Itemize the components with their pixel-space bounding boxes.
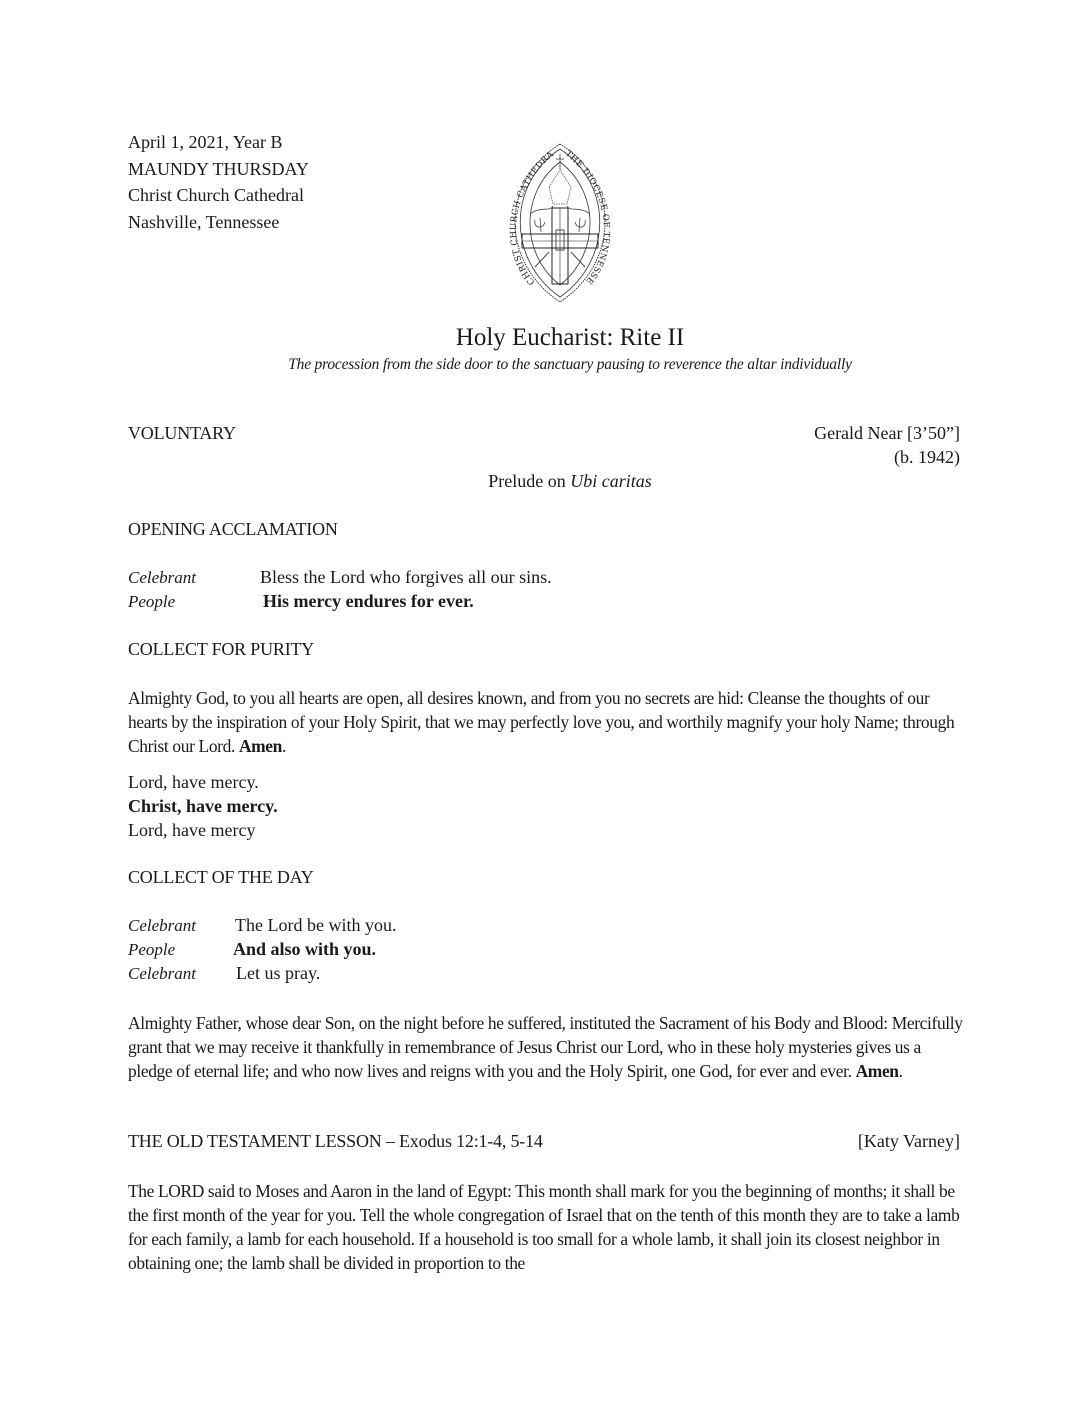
- punctuation: .: [898, 1061, 903, 1081]
- collect-of-the-day-body: Almighty Father, whose dear Son, on the night before he suffered, instituted the Sacrament of his Body and Blood: Mercifully grant that we may receive it thankfully in remembrance of Jesus Christ our Lord, who in these holy mysteries gives us a pledge of eternal life; and who now lives and reigns with you and the Holy Spirit, one God, for ever and ever.: [128, 1013, 963, 1081]
- collect-of-the-day-text: [128, 1011, 968, 1083]
- collect-for-purity-body: Almighty God, to you all hearts are open, all desires known, and from you no secrets are hid: Cleanse the thoughts of our hearts by the inspiration of your Holy Spirit, that we may perfectly love you, and worthily magnify your holy Name; through Christ our Lord.: [128, 688, 955, 756]
- dialogue-role: Celebrant: [128, 916, 196, 935]
- collect-for-purity-heading: COLLECT FOR PURITY: [128, 639, 315, 659]
- kyrie-line: Lord, have mercy.: [128, 772, 259, 792]
- church-name: Christ Church Cathedral: [128, 185, 304, 205]
- voluntary-piece-prefix: Prelude on: [488, 471, 571, 491]
- acclamation-response: Bless the Lord who forgives all our sins.: [260, 567, 552, 587]
- old-testament-text: The LORD said to Moses and Aaron in the land of Egypt: This month shall mark for you the beginning of months; it shall be the first month of the year for you. Tell the whole congregation of Israel that on the tenth of this month they are to take a lamb for each family, a lamb for each household. If a household is too small for a whole lamb, it shall join its closest neighbor in obtaining one; the lamb shall be divided in proportion to the: [128, 1181, 960, 1273]
- collect-of-the-day-heading: COLLECT OF THE DAY: [128, 867, 314, 887]
- collect-for-purity-text: [128, 686, 968, 758]
- kyrie-line: Lord, have mercy: [128, 820, 256, 840]
- voluntary-piece-title: Ubi caritas: [570, 471, 652, 491]
- kyrie: [128, 770, 278, 842]
- dialogue-response: Let us pray.: [236, 963, 321, 983]
- diocese-seal-icon: [505, 142, 615, 304]
- acclamation-role: People: [128, 592, 176, 611]
- acclamation-role: Celebrant: [128, 568, 196, 587]
- seal-text-right: THE DIOCESE OF TENNESSE: [563, 148, 612, 287]
- dialogue-response: And also with you.: [233, 939, 377, 959]
- service-date: April 1, 2021, Year B: [128, 132, 283, 152]
- dialogue-role: Celebrant: [128, 964, 196, 983]
- dialogue-response: The Lord be with you.: [235, 915, 397, 935]
- service-occasion: MAUNDY THURSDAY: [128, 158, 309, 179]
- amen: Amen: [855, 1061, 899, 1081]
- old-testament-heading: THE OLD TESTAMENT LESSON – Exodus 12:1-4, 5-14: [128, 1131, 543, 1151]
- dialogue-role: People: [128, 940, 176, 959]
- seal-text-left: CHRIST CHURCH CATHEDRA: [508, 149, 557, 287]
- kyrie-line: Christ, have mercy.: [128, 796, 278, 816]
- acclamation-response: His mercy endures for ever.: [263, 591, 474, 611]
- amen: Amen: [238, 736, 282, 756]
- voluntary-composer-dates: (b. 1942): [894, 447, 960, 467]
- page-title: Holy Eucharist: Rite II: [455, 324, 685, 351]
- church-location: Nashville, Tennessee: [128, 211, 280, 232]
- opening-acclamation-heading: OPENING ACCLAMATION: [128, 519, 338, 539]
- punctuation: .: [282, 736, 286, 756]
- old-testament-reader: [Katy Varney]: [857, 1131, 960, 1151]
- voluntary-heading: VOLUNTARY: [128, 423, 236, 443]
- voluntary-composer: Gerald Near [3’50”]: [814, 423, 960, 443]
- page-subtitle: The procession from the side door to the sanctuary pausing to reverence the altar individually: [288, 356, 852, 373]
- service-info: [128, 129, 309, 235]
- voluntary-piece: [0, 471, 1088, 492]
